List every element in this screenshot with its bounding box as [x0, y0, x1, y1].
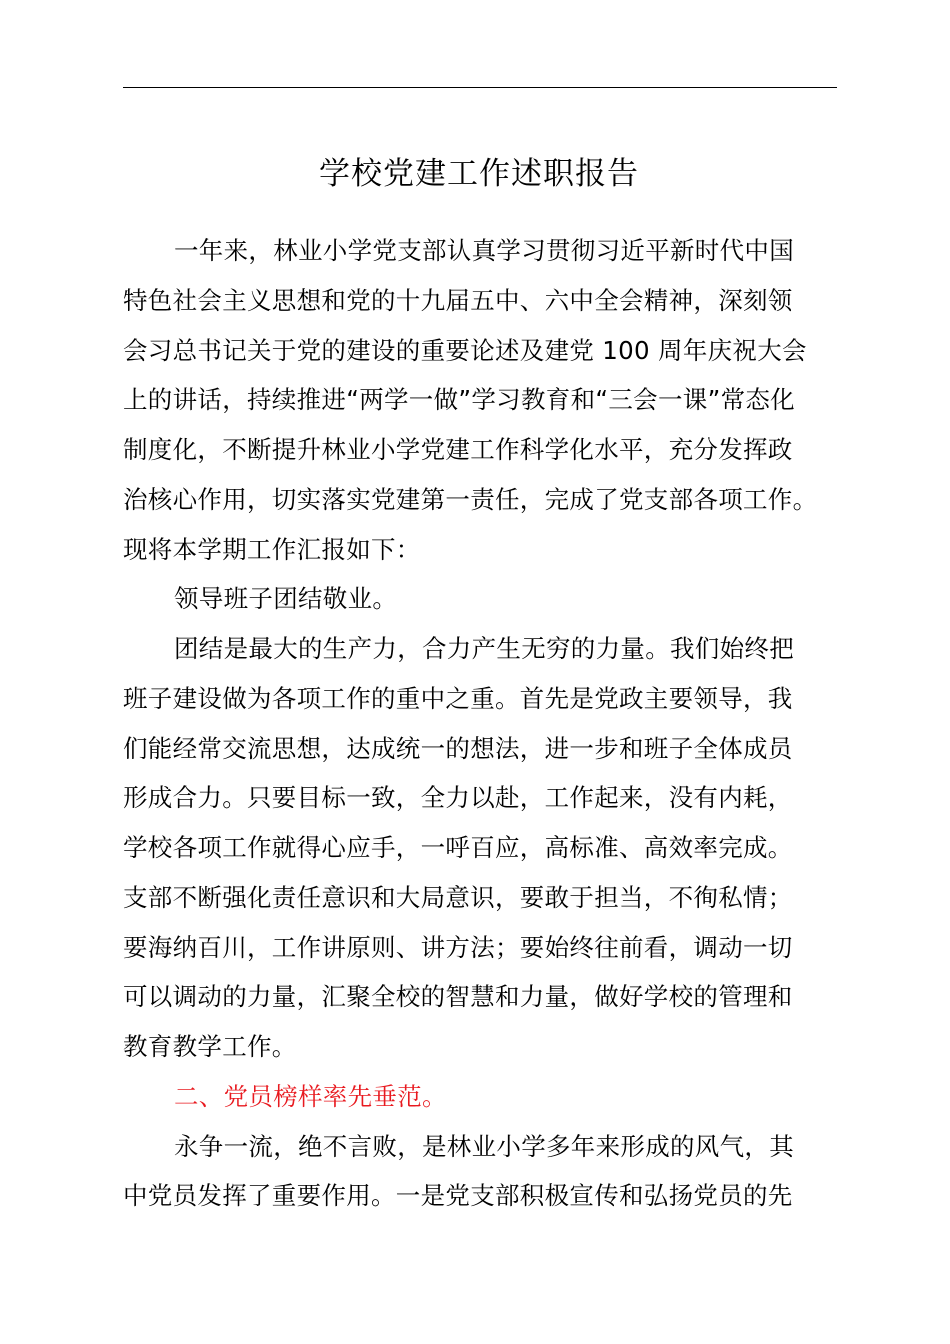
section-heading-highlighted: 二、党员榜样率先垂范。 [174, 1081, 447, 1111]
body-line: 中党员发挥了重要作用。一是党支部积极宣传和弘扬党员的先 [123, 1181, 793, 1211]
body-line: 学校各项工作就得心应手，一呼百应，高标准、高效率完成。 [123, 833, 793, 862]
section-heading: 领导班子团结敬业。 [174, 584, 398, 614]
document-title: 学校党建工作述职报告 [319, 156, 639, 192]
body-line: 们能经常交流思想，达成统一的想法，进一步和班子全体成员 [123, 733, 793, 763]
body-line: 要海纳百川，工作讲原则、讲方法；要始终往前看，调动一切 [123, 932, 793, 962]
body-line: 上的讲话，持续推进“两学一做”学习教育和“三会一课”常态化 [123, 385, 795, 415]
body-line: 教育教学工作。 [123, 1032, 297, 1061]
body-line: 永争一流，绝不言败，是林业小学多年来形成的风气，其 [174, 1131, 794, 1161]
body-line: 可以调动的力量，汇聚全校的智慧和力量，做好学校的管理和 [123, 982, 793, 1012]
body-line: 团结是最大的生产力，合力产生无穷的力量。我们始终把 [174, 634, 794, 663]
document-body [123, 226, 853, 1221]
body-line: 班子建设做为各项工作的重中之重。首先是党政主要领导，我 [123, 683, 793, 713]
body-line: 会习总书记关于党的建设的重要论述及建党 100 周年庆祝大会 [123, 335, 807, 365]
body-line: 支部不断强化责任意识和大局意识，要敢于担当，不徇私情； [123, 882, 793, 912]
body-line: 形成合力。只要目标一致，全力以赴，工作起来，没有内耗， [123, 783, 793, 813]
body-line: 制度化，不断提升林业小学党建工作科学化水平，充分发挥政 [123, 435, 793, 464]
body-line: 现将本学期工作汇报如下： [123, 534, 421, 564]
body-line: 治核心作用，切实落实党建第一责任，完成了党支部各项工作。 [123, 484, 818, 514]
header-rule [123, 87, 837, 88]
body-line: 一年来，林业小学党支部认真学习贯彻习近平新时代中国 [174, 236, 794, 265]
body-line: 特色社会主义思想和党的十九届五中、六中全会精神，深刻领 [123, 285, 793, 315]
